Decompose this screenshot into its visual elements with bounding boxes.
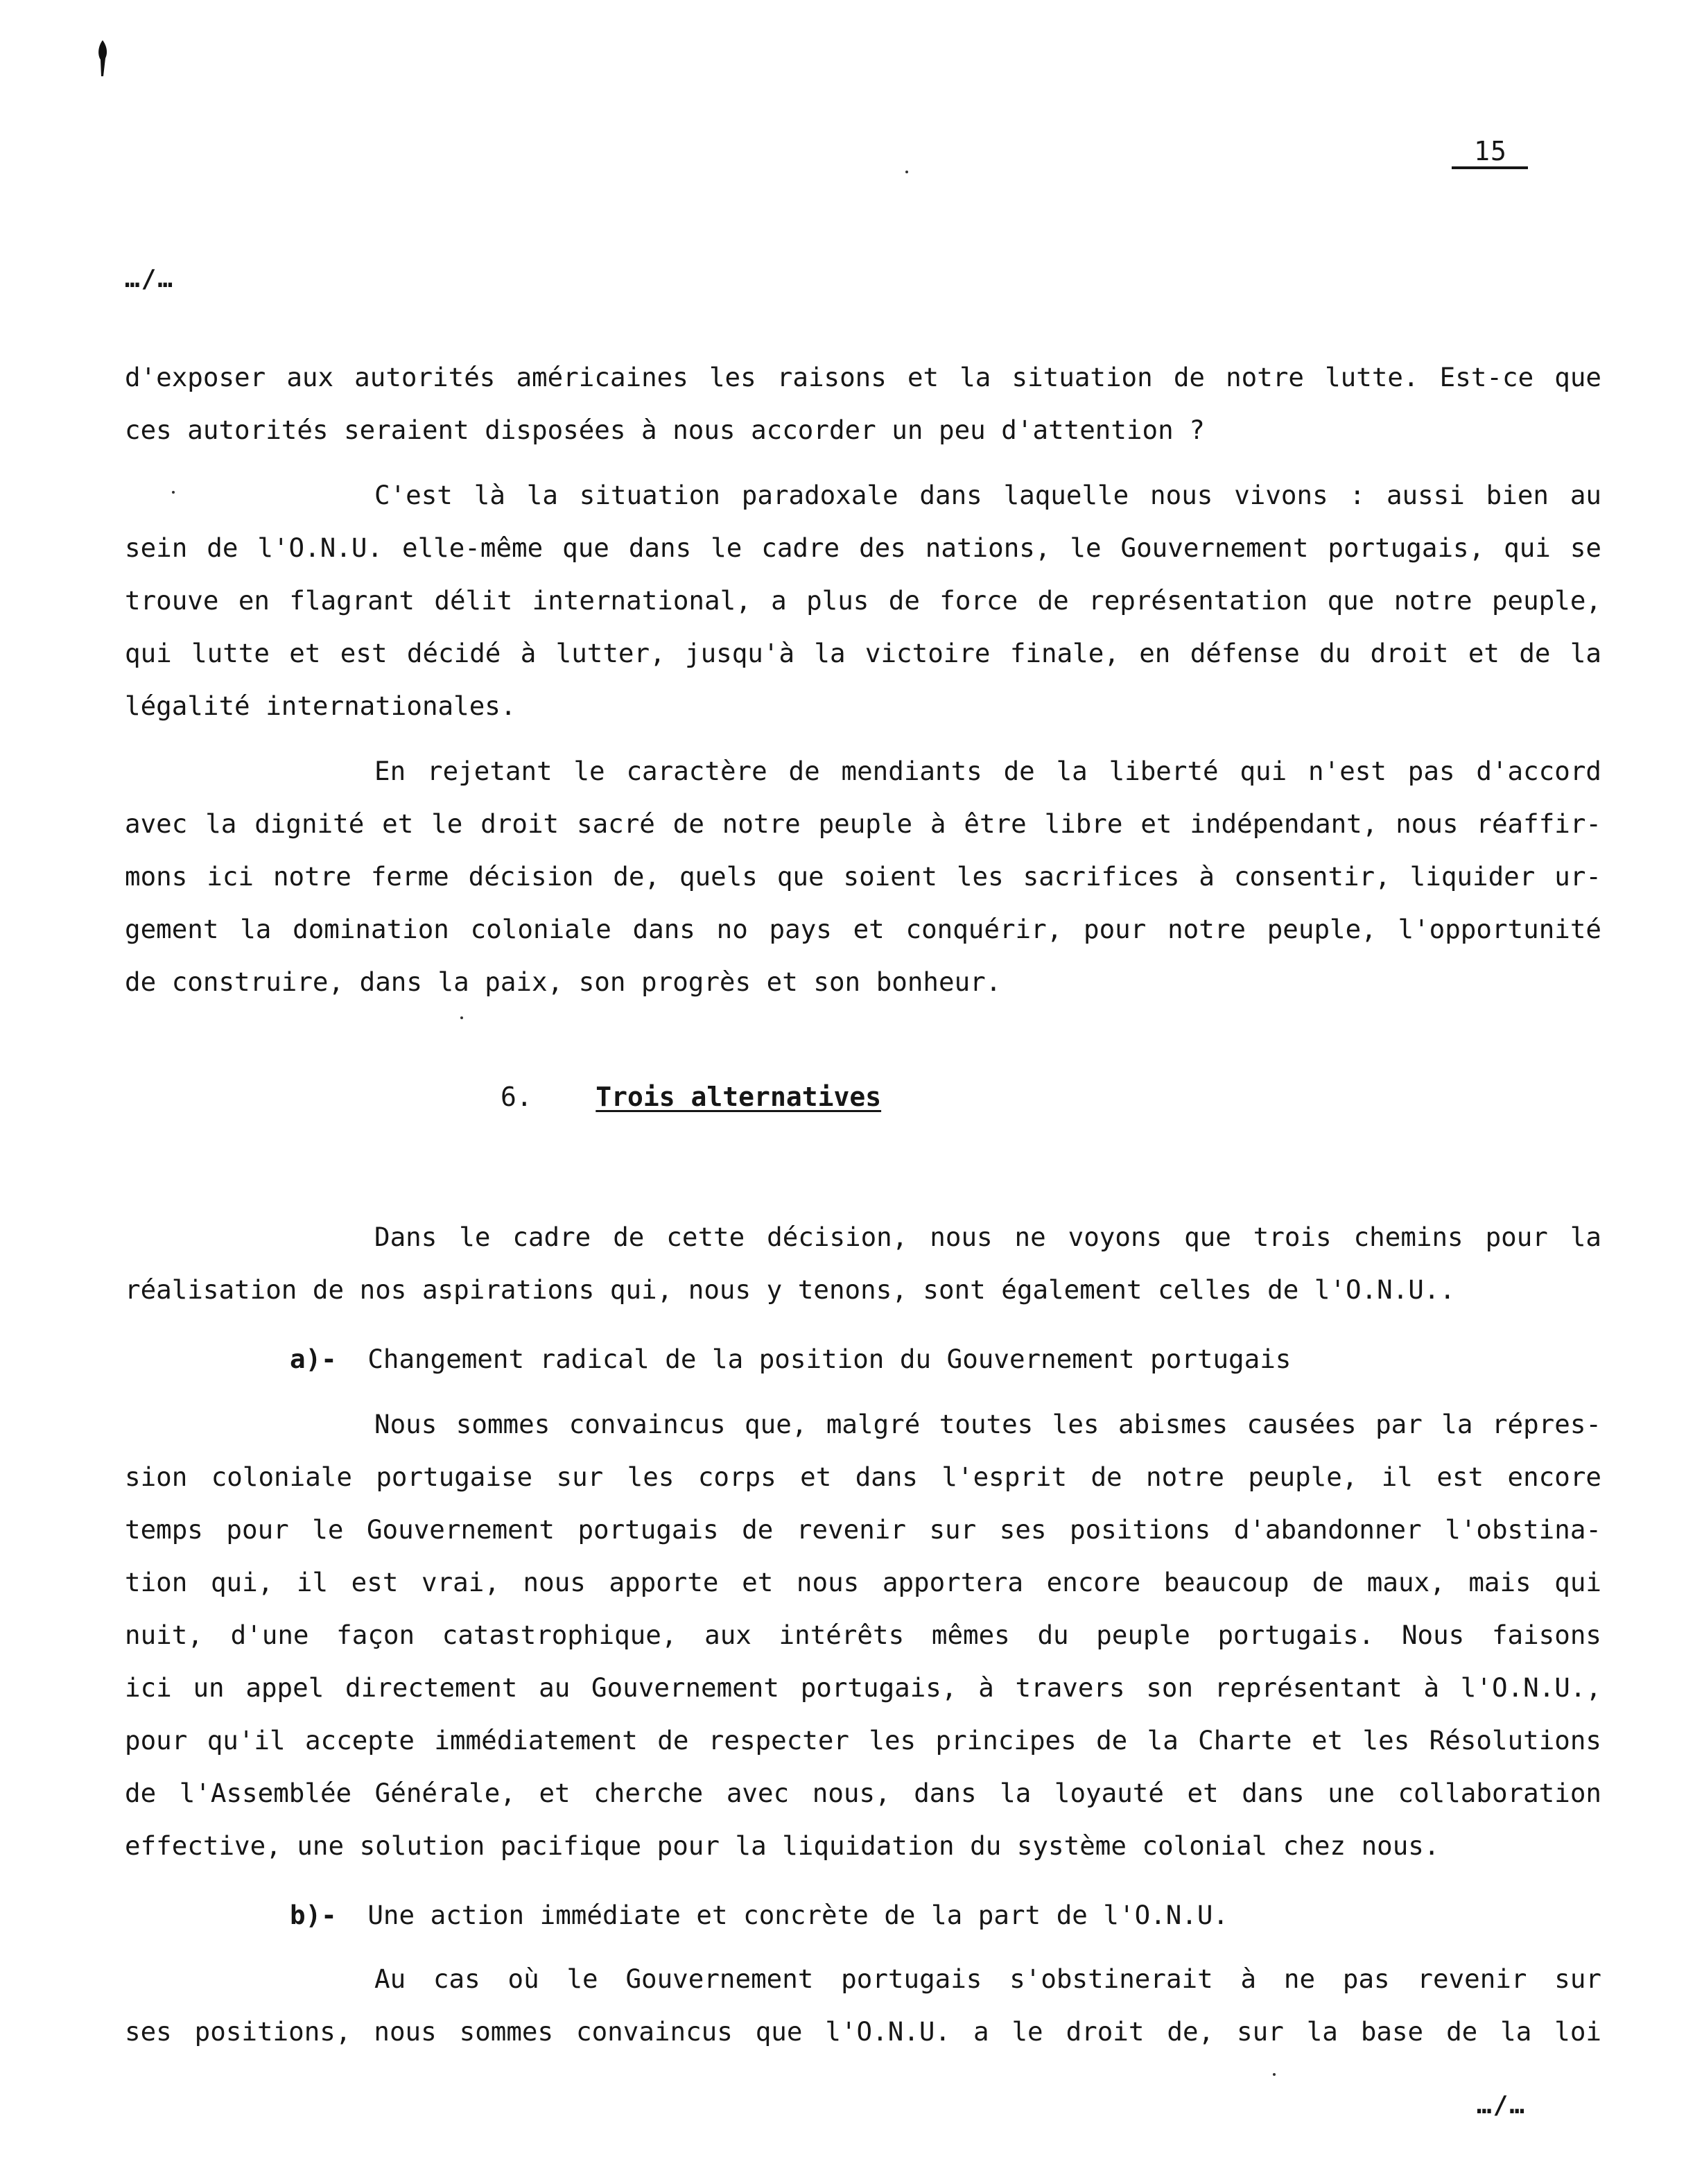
text-line: mons ici notre ferme décision de, quels que soient les sacrifices à consentir, liquider ur- xyxy=(125,861,1601,892)
section-heading xyxy=(501,1082,881,1112)
list-item-text: Changement radical de la position du Gouvernement portugais xyxy=(367,1344,1292,1374)
page-number-underline xyxy=(1452,166,1528,169)
section-number: 6. xyxy=(501,1082,532,1112)
list-item-a xyxy=(290,1338,1291,1380)
text-line: trouve en flagrant délit international, a plus de force de représentation que notre peuple, xyxy=(125,585,1601,616)
scan-speck xyxy=(905,171,908,173)
text-line: de construire, dans la paix, son progrès et son bonheur. xyxy=(125,967,1002,997)
scan-speck xyxy=(1273,2073,1276,2076)
list-item-label: b)- xyxy=(290,1900,337,1930)
list-item-b xyxy=(290,1894,1228,1936)
list-item-label: a)- xyxy=(290,1344,337,1374)
text-line: Nous sommes convaincus que, malgré toutes les abismes causées par la répres- xyxy=(374,1409,1601,1439)
text-line: temps pour le Gouvernement portugais de revenir sur ses positions d'abandonner l'obstina- xyxy=(125,1514,1601,1545)
list-item-text: Une action immédiate et concrète de la part de l'O.N.U. xyxy=(367,1900,1229,1930)
page-number: 15 xyxy=(1474,136,1507,166)
text-line: légalité internationales. xyxy=(125,691,516,721)
ink-mark-icon xyxy=(97,40,108,78)
text-line: tion qui, il est vrai, nous apporte et nous apportera encore beaucoup de maux, mais qui xyxy=(125,1567,1601,1597)
text-line: réalisation de nos aspirations qui, nous y tenons, sont également celles de l'O.N.U.. xyxy=(125,1274,1456,1305)
text-line: de l'Assemblée Générale, et cherche avec nous, dans la loyauté et dans une collaboration xyxy=(125,1778,1601,1808)
text-line: C'est là la situation paradoxale dans laquelle nous vivons : aussi bien au xyxy=(374,480,1601,510)
scan-speck xyxy=(172,491,175,494)
continuation-marker-top: …/… xyxy=(125,265,175,293)
text-line: effective, une solution pacifique pour la liquidation du système colonial chez nous. xyxy=(125,1830,1440,1861)
text-line: pour qu'il accepte immédiatement de respecter les principes de la Charte et les Résolutions xyxy=(125,1725,1601,1756)
scan-speck xyxy=(460,1016,463,1019)
text-line: ici un appel directement au Gouvernement portugais, à travers son représentant à l'O.N.U., xyxy=(125,1672,1601,1703)
text-line: En rejetant le caractère de mendiants de la liberté qui n'est pas d'accord xyxy=(374,756,1601,786)
section-title: Trois alternatives xyxy=(596,1082,882,1112)
text-line: d'exposer aux autorités américaines les raisons et la situation de notre lutte. Est-ce que xyxy=(125,362,1601,392)
text-line: avec la dignité et le droit sacré de notre peuple à être libre et indépendant, nous réaffir- xyxy=(125,808,1601,839)
text-line: ses positions, nous sommes convaincus que l'O.N.U. a le droit de, sur la base de la loi xyxy=(125,2016,1601,2047)
text-line: ces autorités seraient disposées à nous accorder un peu d'attention ? xyxy=(125,415,1205,445)
text-line: sion coloniale portugaise sur les corps et dans l'esprit de notre peuple, il est encore xyxy=(125,1462,1601,1492)
text-line: Dans le cadre de cette décision, nous ne voyons que trois chemins pour la xyxy=(374,1222,1601,1252)
text-line: gement la domination coloniale dans no pays et conquérir, pour notre peuple, l'opportunité xyxy=(125,914,1601,944)
text-line: nuit, d'une façon catastrophique, aux intérêts mêmes du peuple portugais. Nous faisons xyxy=(125,1620,1601,1650)
text-line: Au cas où le Gouvernement portugais s'obstinerait à ne pas revenir sur xyxy=(374,1964,1601,1994)
continuation-marker-bottom: …/… xyxy=(1477,2091,1527,2120)
text-line: qui lutte et est décidé à lutter, jusqu'à la victoire finale, en défense du droit et de la xyxy=(125,638,1601,668)
text-line: sein de l'O.N.U. elle-même que dans le cadre des nations, le Gouvernement portugais, qui se xyxy=(125,532,1601,563)
